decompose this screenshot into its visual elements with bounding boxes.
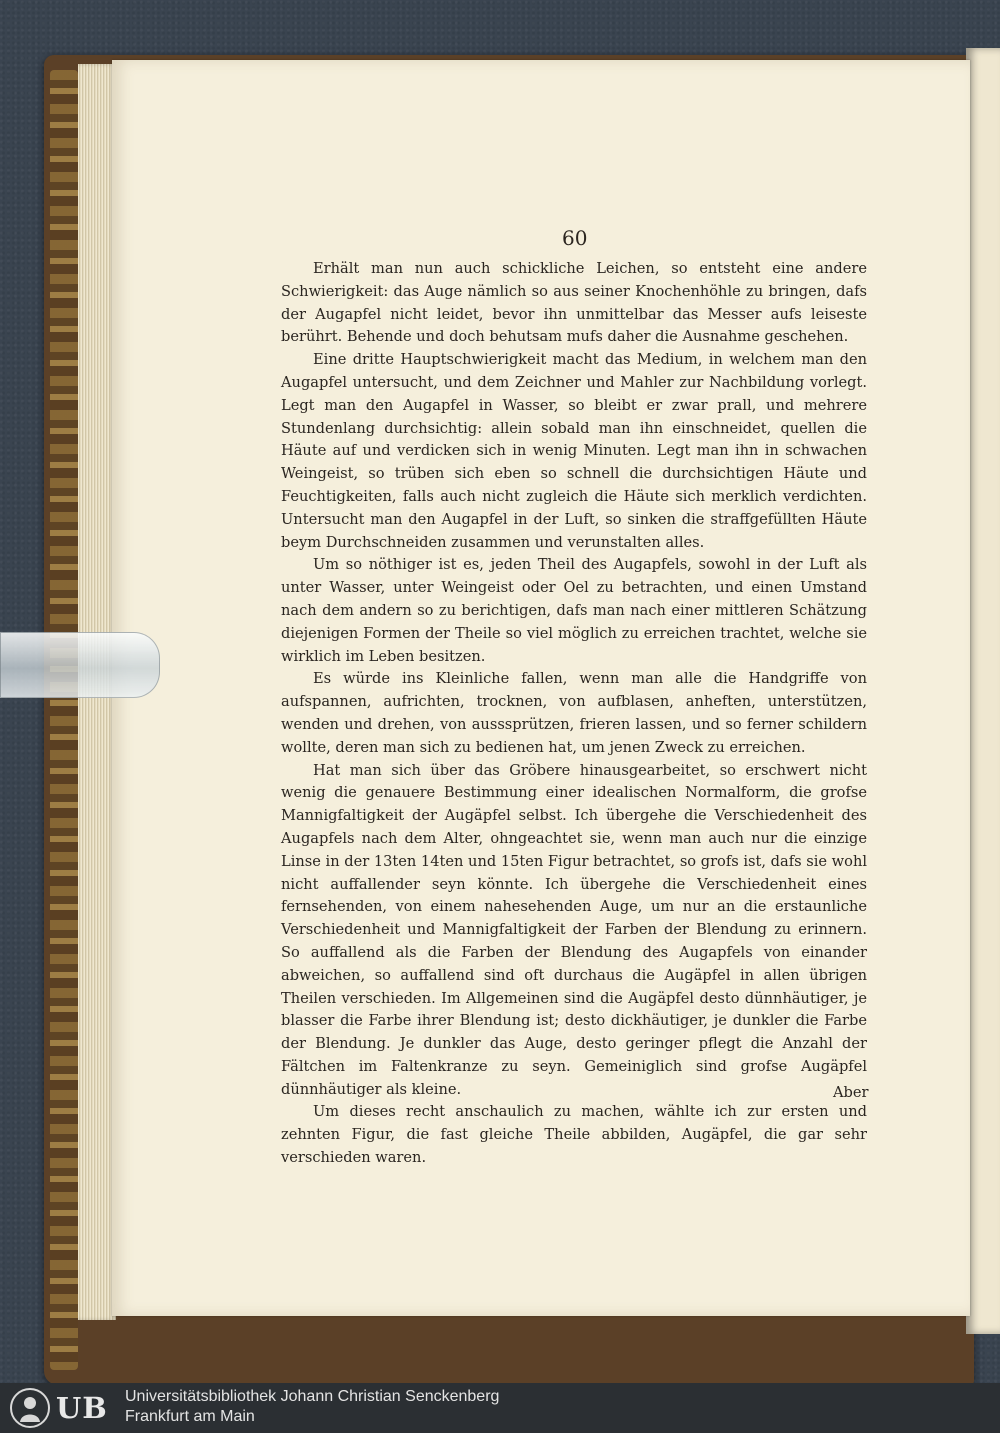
library-logo: [10, 1387, 118, 1429]
paragraph-1: Erhält man nun auch schickliche Leichen, so entsteht eine andere Schwierigkeit: das Auge nämlich so aus seiner Knochenhöhle zu bringen, dafs der Augapfel nicht leidet, bevor ihn unmittelbar das Messer aufs leiseste berührt. Behende und doch behutsam mufs daher die Ausnahme geschehen.: [281, 260, 867, 346]
paragraph-6: Um dieses recht anschaulich zu machen, wählte ich zur ersten und zehnten Figur, die fast gleiche Theile abbilden, Augäpfel, die gar sehr verschieden waren.: [281, 1103, 867, 1167]
library-city: Frankfurt am Main: [125, 1408, 255, 1425]
portrait-seal-icon: [10, 1388, 50, 1428]
paragraph-3: Um so nöthiger ist es, jeden Theil des Augapfels, sowohl in der Luft als unter Wasser, unter Weingeist oder Oel zu betrachten, und einen Umstand nach dem andern so zu berichtigen, dafs man nach einer mittleren Schätzung diejenigen Formen der Theile so viel möglich zu erreichen trachtet, welche sie wirklich im Leben besitzen.: [281, 556, 867, 665]
catchword: Aber: [833, 1084, 869, 1101]
library-footer: [0, 1383, 1000, 1433]
page-body-text: [281, 258, 867, 1170]
paragraph-5: Hat man sich über das Gröbere hinausgearbeitet, so erschwert nicht wenig die genauere Bestimmung einer idealischen Normalform, die grofse Mannigfaltigkeit der Augäpfel selbst. Ich übergehe die Verschiedenheit des Augapfels nach dem Alter, ohngeachtet sie, wenn man auch nur die einzige Linse in der 13ten 14ten und 15ten Figur betrachtet, so grofs ist, dafs sie wohl nicht auffallender seyn könnte. Ich übergehe die Verschiedenheit eines fernsehenden, von einem nahesehenden Auge, um nur an die erstaunliche Verschiedenheit und Mannigfaltigkeit der Farben der Blendung zu erinnern. So auffallend als die Farben der Blendung des Augapfels von einander abweichen, so auffallend sind oft durchaus die Augäpfel in allen übrigen Theilen verschieden. Im Allgemeinen sind die Augäpfel desto dünnhäutiger, je blasser die Farbe ihrer Blendung ist; desto dickhäutiger, je dunkler die Farbe der Blendung. Je dunkler das Auge, desto geringer pflegt die Anzahl der Fältchen im Faltenkranze zu seyn. Gemeiniglich sind grofse Augäpfel dünnhäutiger als kleine.: [281, 761, 868, 1098]
facing-page: [966, 48, 1000, 1334]
library-name: Universitätsbibliothek Johann Christian Senckenberg: [125, 1388, 500, 1405]
page-number: 60: [562, 226, 588, 250]
page-holder-clip: [0, 632, 160, 698]
paragraph-4: Es würde ins Kleinliche fallen, wenn man alle die Handgriffe von aufspannen, aufrichten, trocknen, von aufblasen, anheften, unterstützen, wenden und drehen, von ausssprützen, frieren lassen, und so ferner schildern wollte, deren man sich zu bedienen hat, um jenen Zweck zu erreichen.: [281, 670, 867, 756]
book-spine-ornament: [50, 70, 78, 1370]
logo-text: UB: [56, 1391, 108, 1425]
paragraph-2: Eine dritte Hauptschwierigkeit macht das Medium, in welchem man den Augapfel untersucht, und dem Zeichner und Mahler zur Nachbildung vorlegt. Legt man den Augapfel in Wasser, so bleibt er zwar prall, und mehrere Stundenlang durchsichtig: allein sobald man ihn einschneidet, quellen die Häute auf und verdicken sich in wenig Minuten. Legt man ihn in schwachen Weingeist, so trüben sich eben so schnell die durchsichtigen Häute und Feuchtigkeiten, falls auch nicht zugleich die Häute sich merklich verdichten. Untersucht man den Augapfel in der Luft, so sinken die straffgefüllten Häute beym Durchschneiden zusammen und verunstalten alles.: [281, 351, 867, 551]
